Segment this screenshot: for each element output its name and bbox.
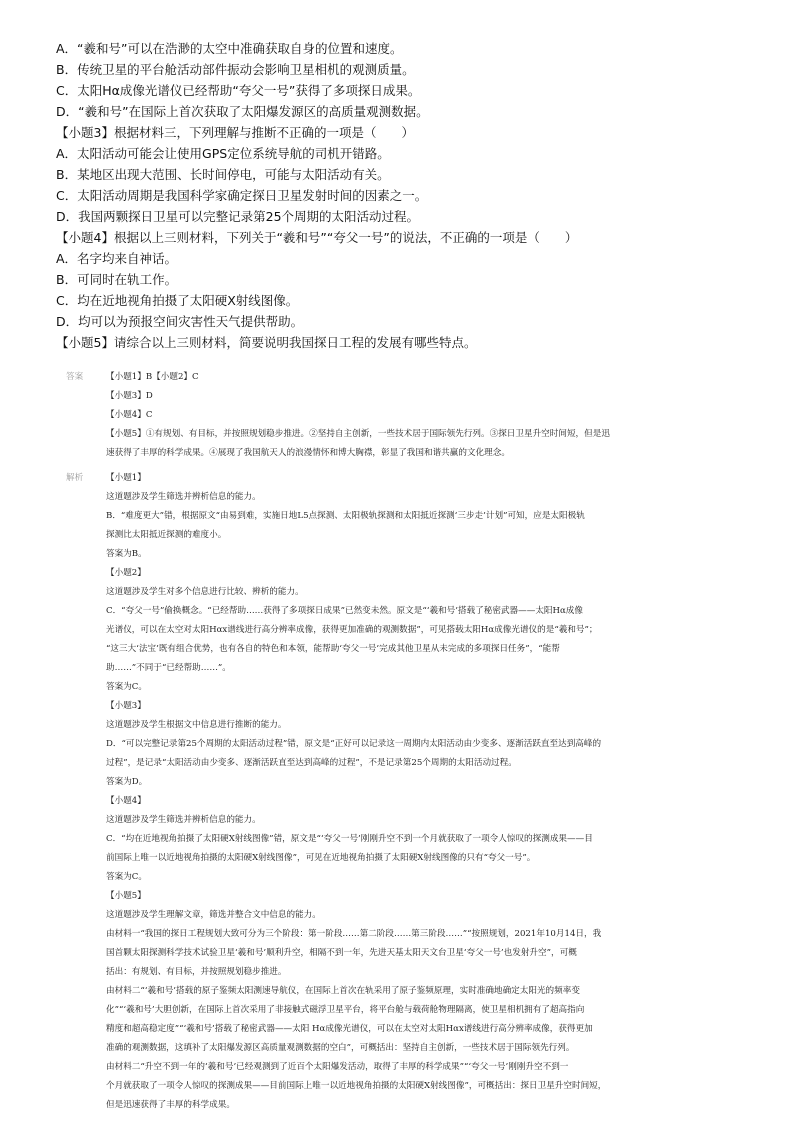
- analysis-line: 括出：有规划、有目标，并按照规划稳步推进。: [106, 967, 287, 977]
- analysis-line: 光谱仪，可以在太空对太阳Hαx谱线进行高分辨率成像，获得更加准确的观测数据”，可见搭载太阳Hα成像光谱仪的是“羲和号”；: [106, 625, 598, 635]
- question-5-stem: 【小题5】请综合以上三则材料，简要说明我国探日工程的发展有哪些特点。: [56, 335, 477, 350]
- option-item: D．我国两颗探日卫星可以完整记录第25个周期的太阳活动过程。: [56, 209, 420, 224]
- option-item: A．太阳活动可能会让使用GPS定位系统导航的司机开错路。: [56, 146, 390, 161]
- analysis-line: “这三大‘法宝’既有组合优势，也有各自的特色和本领，能帮助‘夸父一号’完成其他卫星从未完成的多项探日任务”，“能帮: [106, 644, 560, 654]
- answer-lines: [106, 368, 756, 463]
- analysis-line: 由材料一“我国的探日工程规划大致可分为三个阶段：第一阶段……第二阶段……第三阶段……”“按照规划，2021年10月14日，我: [106, 929, 602, 939]
- option-item: A．名字均来自神话。: [56, 251, 178, 266]
- analysis-line: 探测比太阳抵近探测的难度小。: [106, 530, 227, 540]
- analysis-line: B．“难度更大”错，根据原文“由易到难，实施日地L5点探测、太阳极轨探测和太阳抵近探测‘三步走’计划”可知，应是太阳极轨: [106, 511, 585, 521]
- question-3-options: [56, 143, 776, 227]
- analysis-block: [66, 469, 756, 1115]
- answer-label: 答案: [66, 372, 84, 382]
- question-4-options: [56, 248, 776, 332]
- answer-analysis-section: [66, 368, 756, 1115]
- option-item: B．传统卫星的平台舱活动部件振动会影响卫星相机的观测质量。: [56, 62, 415, 77]
- analysis-lines: [106, 469, 756, 1115]
- option-item: C．太阳活动周期是我国科学家确定探日卫星发射时间的因素之一。: [56, 188, 428, 203]
- analysis-line: 这道题涉及学生根据文中信息进行推断的能力。: [106, 720, 287, 730]
- analysis-line: 助……”不同于“已经帮助……”。: [106, 663, 231, 673]
- question-2-options: [56, 38, 776, 122]
- analysis-line: D．“可以完整记录第25个周期的太阳活动过程”错，原文是“正好可以记录这一周期内太阳活动由少变多、逐渐活跃直至达到高峰的: [106, 739, 602, 749]
- analysis-line: 【小题5】: [106, 891, 146, 901]
- option-item: D．均可以为预报空间灾害性天气提供帮助。: [56, 314, 304, 329]
- analysis-line: 由材料二“升空不到一年的‘羲和号’已经观测到了近百个太阳爆发活动，取得了丰厚的科学成果”“‘夸父一号’刚刚升空不到一: [106, 1062, 569, 1072]
- analysis-line: 这道题涉及学生筛选并辨析信息的能力。: [106, 815, 261, 825]
- analysis-line: 前国际上唯一以近地视角拍摄的太阳硬X射线图像”，可见在近地视角拍摄了太阳硬X射线图像的只有“夸父一号”。: [106, 853, 536, 863]
- question-3-stem: 【小题3】根据材料三，下列理解与推断不正确的一项是（ ）: [56, 125, 414, 140]
- analysis-line: 【小题3】: [106, 701, 146, 711]
- answer-line: 【小题5】①有规划、有目标，并按照规划稳步推进。②坚持自主创新，一些技术居于国际领先行列。③探日卫星升空时间短，但是迅: [106, 429, 610, 439]
- answer-block: [66, 368, 756, 463]
- answer-line: 速获得了丰厚的科学成果。④展现了我国航天人的浪漫情怀和博大胸襟，彰显了我国和谐共赢的文化理念。: [106, 448, 510, 458]
- analysis-line: 【小题1】: [106, 473, 146, 483]
- question-section: [56, 38, 776, 353]
- option-item: D．“羲和号”在国际上首次获取了太阳爆发源区的高质量观测数据。: [56, 104, 429, 119]
- analysis-line: 【小题4】: [106, 796, 146, 806]
- option-item: A．“羲和号”可以在浩渺的太空中准确获取自身的位置和速度。: [56, 41, 403, 56]
- analysis-line: 答案为C。: [106, 682, 147, 692]
- analysis-line: 这道题涉及学生对多个信息进行比较、辨析的能力。: [106, 587, 304, 597]
- analysis-line: 个月就获取了一项令人惊叹的探测成果——目前国际上唯一以近地视角拍摄的太阳硬X射线图像”，可概括出：探日卫星升空时间短，: [106, 1081, 607, 1091]
- analysis-line: 国首颗太阳探测科学技术试验卫星‘羲和号’顺利升空，相隔不到一年，先进天基太阳天文台卫星‘夸父一号’也发射升空”，可概: [106, 948, 577, 958]
- option-item: B．可同时在轨工作。: [56, 272, 178, 287]
- option-item: C．太阳Hα成像光谱仪已经帮助“夸父一号”获得了多项探日成果。: [56, 83, 421, 98]
- analysis-line: 化”“‘羲和号’大胆创新，在国际上首次采用了非接触式磁浮卫星平台，将平台舱与载荷舱物理隔离，使卫星相机拥有了超高指向: [106, 1005, 585, 1015]
- analysis-line: 但是迅速获得了丰厚的科学成果。: [106, 1100, 235, 1110]
- answer-line: 【小题4】C: [106, 410, 153, 420]
- analysis-line: 答案为B。: [106, 549, 147, 559]
- analysis-label: 解析: [66, 473, 84, 483]
- option-item: B．某地区出现大范围、长时间停电，可能与太阳活动有关。: [56, 167, 390, 182]
- analysis-line: C．“均在近地视角拍摄了太阳硬X射线图像”错，原文是“‘夸父一号’刚刚升空不到一个月就获取了一项令人惊叹的探测成果——目: [106, 834, 593, 844]
- analysis-line: C．“夸父一号”偷换概念。“已经帮助……获得了多项探日成果”已然变未然。原文是“‘羲和号’搭载了秘密武器——太阳Hα成像: [106, 606, 583, 616]
- question-4-stem: 【小题4】根据以上三则材料，下列关于“羲和号”“夸父一号”的说法，不正确的一项是（ ）: [56, 230, 578, 245]
- answer-line: 【小题1】B【小题2】C: [106, 372, 199, 382]
- option-item: C．均在近地视角拍摄了太阳硬X射线图像。: [56, 293, 299, 308]
- analysis-line: 这道题涉及学生理解文章，筛选并整合文中信息的能力。: [106, 910, 321, 920]
- analysis-line: 这道题涉及学生筛选并辨析信息的能力。: [106, 492, 261, 502]
- answer-line: 【小题3】D: [106, 391, 153, 401]
- analysis-line: 过程”，是记录“太阳活动由少变多、逐渐活跃直至达到高峰的过程”，不是记录第25个周期的太阳活动过程。: [106, 758, 517, 768]
- analysis-line: 准确的观测数据，这填补了太阳爆发源区高质量观测数据的空白”，可概括出：坚持自主创新，一些技术居于国际领先行列。: [106, 1043, 575, 1053]
- analysis-line: 【小题2】: [106, 568, 146, 578]
- analysis-line: 由材料二“‘羲和号’搭载的原子鉴频太阳测速导航仪，在国际上首次在轨采用了原子鉴频原理，实时准确地确定太阳光的频率变: [106, 986, 580, 996]
- analysis-line: 答案为C。: [106, 872, 147, 882]
- analysis-line: 答案为D。: [106, 777, 148, 787]
- analysis-line: 精度和超高稳定度”“‘羲和号’搭载了秘密武器——太阳 Hα成像光谱仪，可以在太空对太阳Hαx谱线进行高分辨率成像，获得更加: [106, 1024, 593, 1034]
